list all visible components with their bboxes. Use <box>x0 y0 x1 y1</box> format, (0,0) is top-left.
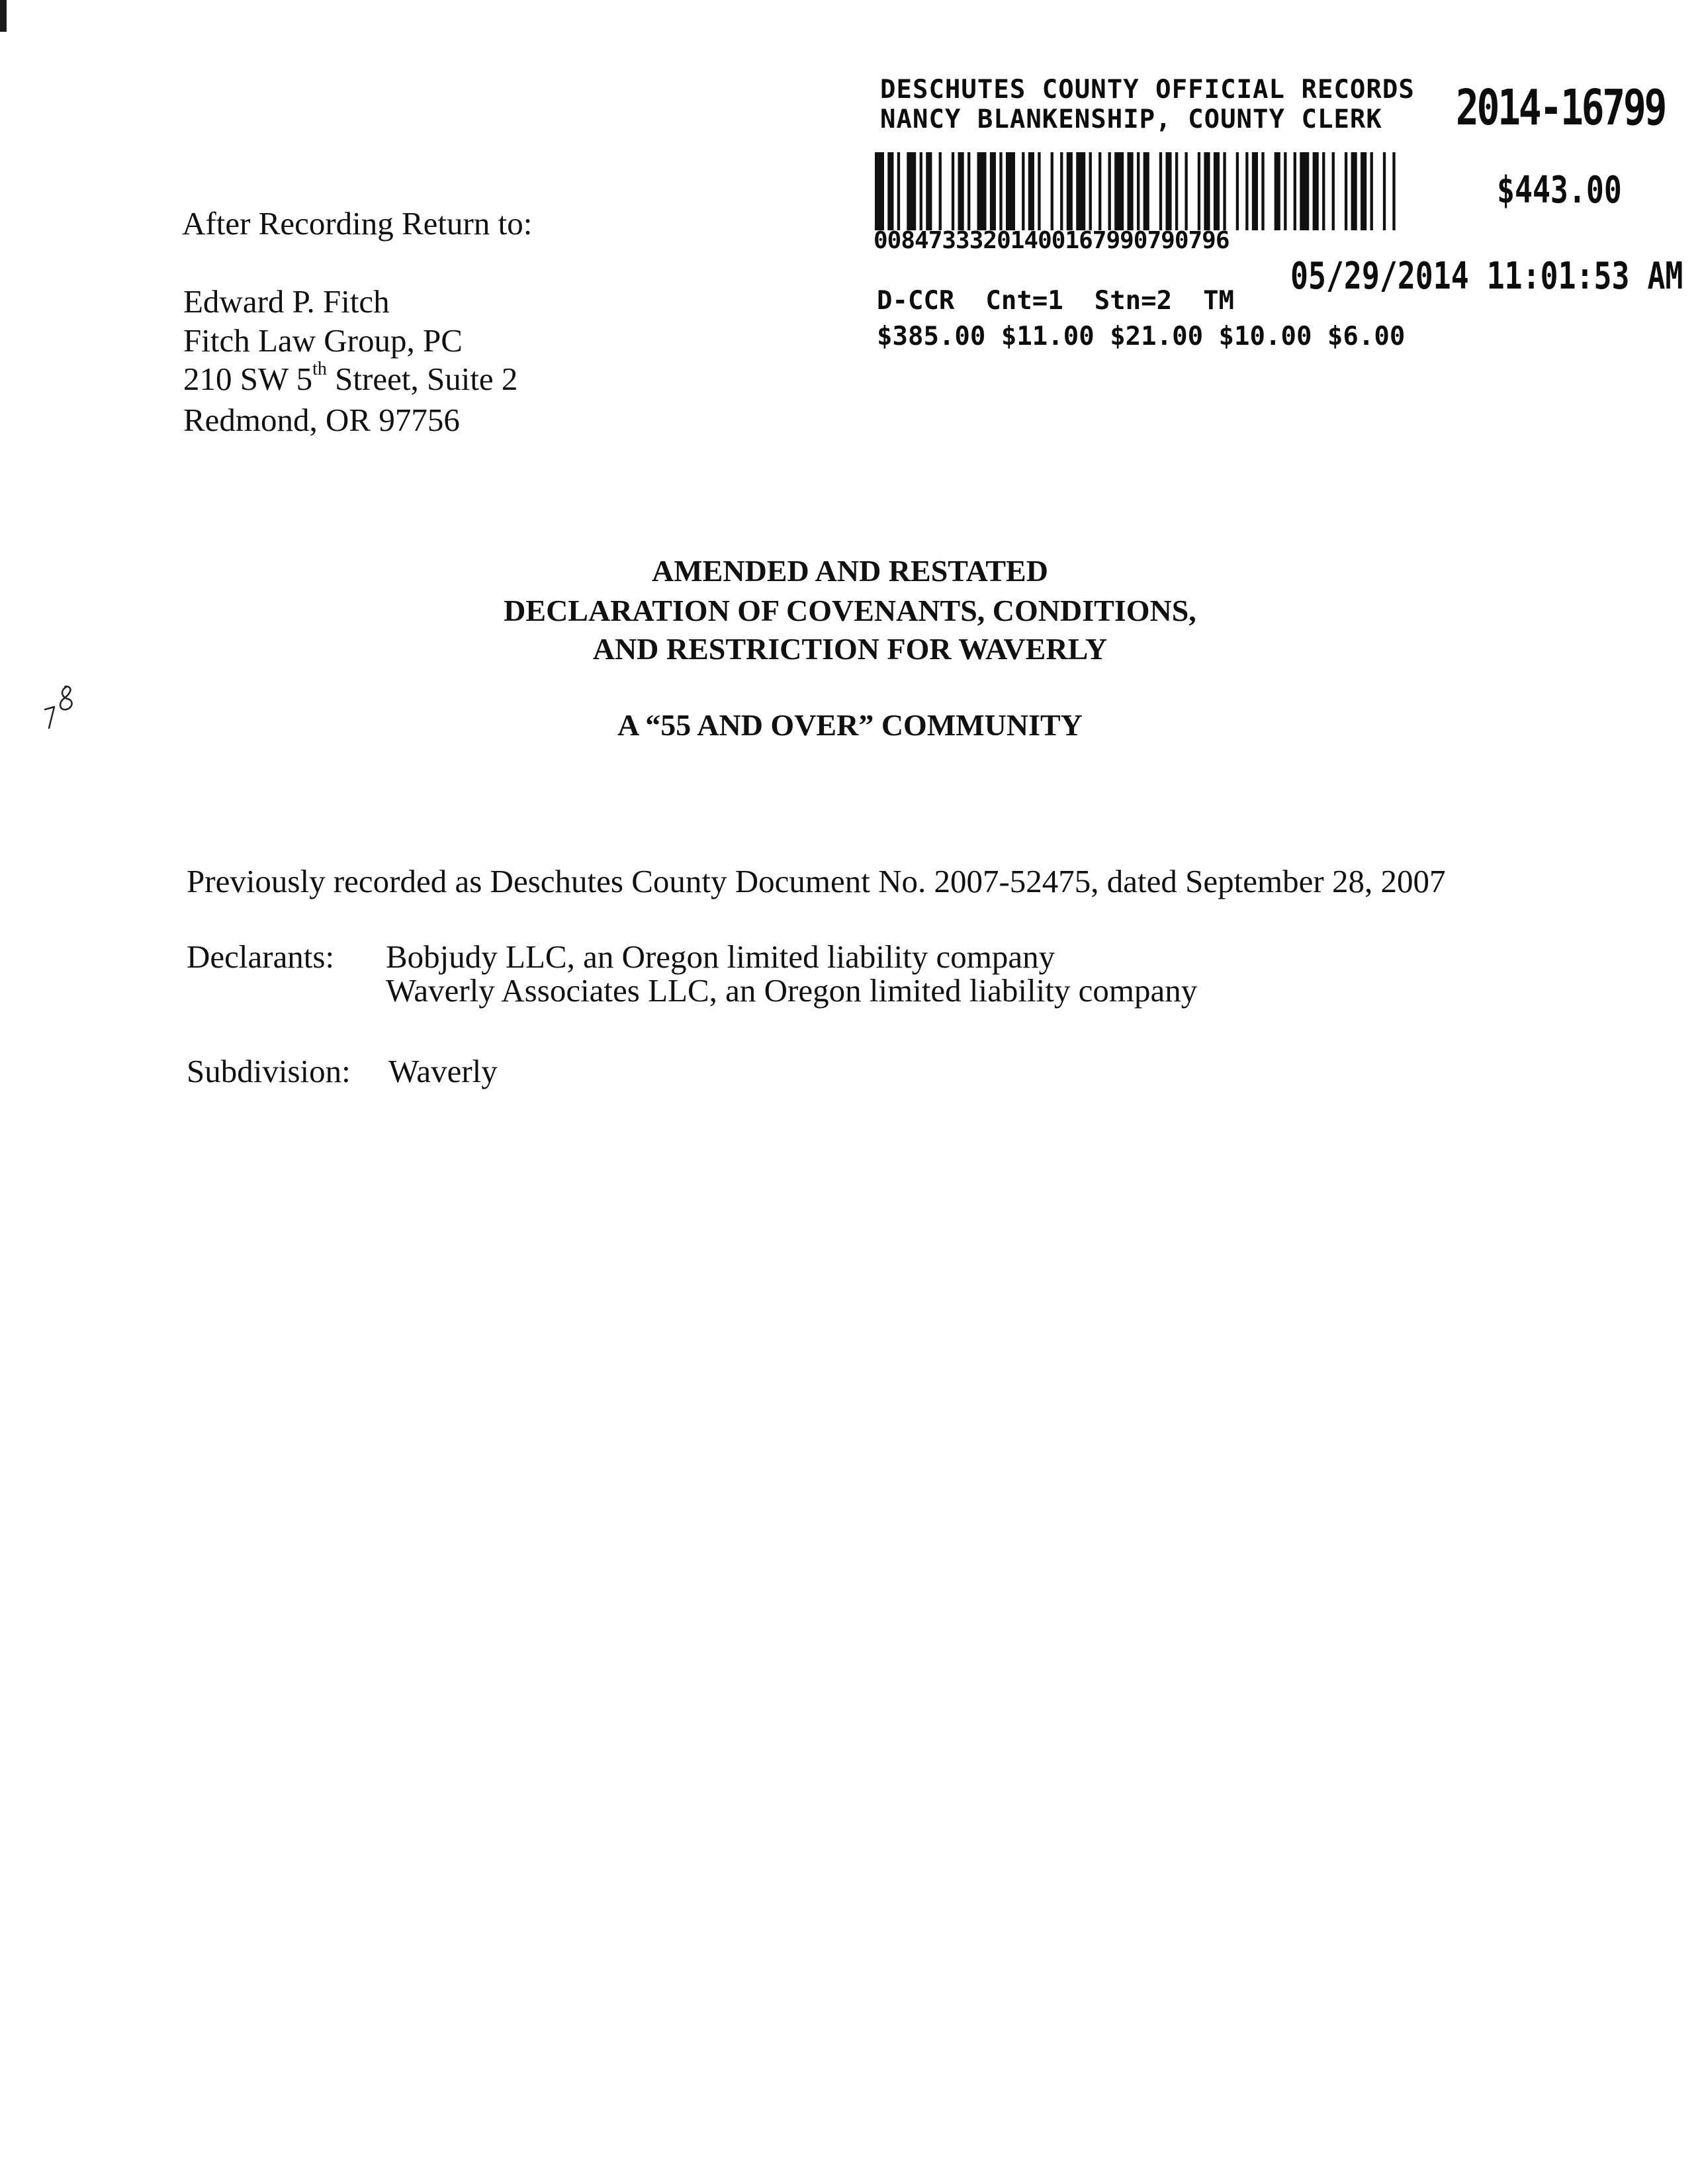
subdivision-label: Subdivision: <box>187 1053 351 1089</box>
return-to-label: After Recording Return to: <box>182 205 533 242</box>
return-to-city: Redmond, OR 97756 <box>183 402 460 438</box>
title-line-3: AND RESTRICTION FOR WAVERLY <box>592 632 1108 666</box>
stamp-document-number: 2014-16799 <box>1456 79 1666 136</box>
stamp-fees-line: $385.00 $11.00 $21.00 $10.00 $6.00 <box>877 322 1406 351</box>
declarants-label: Declarants: <box>187 938 335 975</box>
street-ordinal: th <box>312 359 327 379</box>
stamp-type-line: D-CCR Cnt=1 Stn=2 TM <box>877 286 1235 316</box>
title-subtitle: A “55 AND OVER” COMMUNITY <box>617 708 1083 742</box>
subdivision-value: Waverly <box>388 1053 498 1089</box>
stamp-county-records: DESCHUTES COUNTY OFFICIAL RECORDS <box>880 75 1415 105</box>
stamp-barcode-number: 00847333201400167990790796 <box>873 227 1230 254</box>
street-number: 210 SW 5 <box>183 361 313 397</box>
previously-recorded-text: Previously recorded as Deschutes County Document No. 2007-52475, dated September 28, 2007 <box>187 863 1446 899</box>
return-to-name: Edward P. Fitch <box>183 283 390 320</box>
title-line-2: DECLARATION OF COVENANTS, CONDITIONS, <box>504 594 1196 627</box>
stamp-county-clerk: NANCY BLANKENSHIP, COUNTY CLERK <box>880 105 1382 134</box>
return-to-firm: Fitch Law Group, PC <box>183 322 463 359</box>
barcode-image <box>875 152 1399 230</box>
stamp-recorded-datetime: 05/29/2014 11:01:53 AM <box>1290 255 1683 298</box>
scan-edge-mark <box>0 0 7 32</box>
title-line-1: AMENDED AND RESTATED <box>652 554 1048 588</box>
return-to-street <box>183 359 518 397</box>
street-rest: Street, Suite 2 <box>326 361 518 397</box>
declarant-1: Bobjudy LLC, an Oregon limited liability company <box>386 938 1055 975</box>
stamp-total-fee: $443.00 <box>1497 169 1622 212</box>
declarant-2: Waverly Associates LLC, an Oregon limited liability company <box>386 972 1198 1009</box>
